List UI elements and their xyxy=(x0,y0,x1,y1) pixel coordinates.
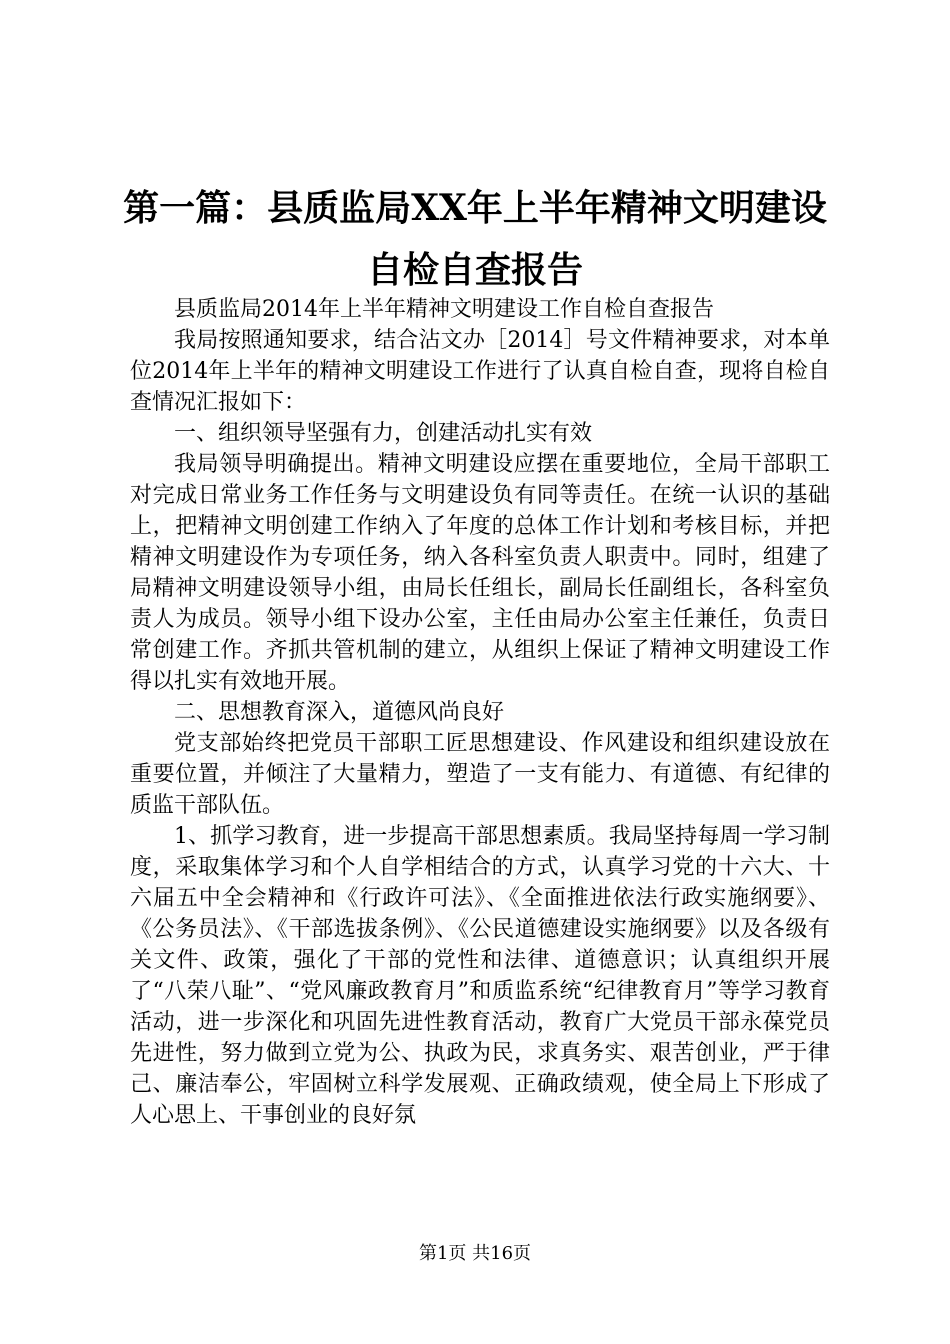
document-body xyxy=(130,294,830,1131)
section-2-paragraph: 党支部始终把党员干部职工匠思想建设、作风建设和组织建设放在重要位置，并倾注了大量精力，塑造了一支有能力、有道德、有纪律的质监干部队伍。 xyxy=(130,731,830,818)
report-subtitle: 县质监局2014年上半年精神文明建设工作自检自查报告 xyxy=(174,297,714,322)
section-heading-1: 一、组织领导坚强有力，创建活动扎实有效 xyxy=(174,421,593,446)
document-title-line1: 第一篇：县质监局XX年上半年精神文明建设 xyxy=(123,187,827,229)
section-heading-2: 二、思想教育深入，道德风尚良好 xyxy=(174,700,505,725)
section-2-item-1-paragraph: 1、抓学习教育，进一步提高干部思想素质。我局坚持每周一学习制度，采取集体学习和个人自学相结合的方式，认真学习党的十六大、十六届五中全会精神和《行政许可法》、《全面推进依法行政实施纲要》、《公务员法》、《干部选拔条例》、《公民道德建设实施纲要》以及各级有关文件、政策，强化了干部的党性和法律、道德意识；认真组织开展了“八荣八耻”、“党风廉政教育月”和质监系统“纪律教育月”等学习教育活动，进一步深化和巩固先进性教育活动，教育广大党员干部永葆党员先进性，努力做到立党为公、执政为民，求真务实、艰苦创业，严于律己、廉洁奉公，牢固树立科学发展观、正确政绩观，使全局上下形成了人心思上、干事创业的良好氛 xyxy=(130,824,830,1128)
intro-paragraph: 我局按照通知要求，结合沾文办［2014］号文件精神要求，对本单位2014年上半年的精神文明建设工作进行了认真自检自查，现将自检自查情况汇报如下： xyxy=(130,328,830,415)
page-footer: 第1页 共16页 xyxy=(418,1243,532,1264)
section-1-paragraph: 我局领导明确提出。精神文明建设应摆在重要地位，全局干部职工对完成日常业务工作任务与文明建设负有同等责任。在统一认识的基础上，把精神文明创建工作纳入了年度的总体工作计划和考核目标，并把精神文明建设作为专项任务，纳入各科室负责人职责中。同时，组建了局精神文明建设领导小组，由局长任组长，副局长任副组长，各科室负责人为成员。领导小组下设办公室，主任由局办公室主任兼任，负责日常创建工作。齐抓共管机制的建立，从组织上保证了精神文明建设工作得以扎实有效地开展。 xyxy=(130,452,830,694)
document-title-line2: 自检自查报告 xyxy=(366,249,583,291)
